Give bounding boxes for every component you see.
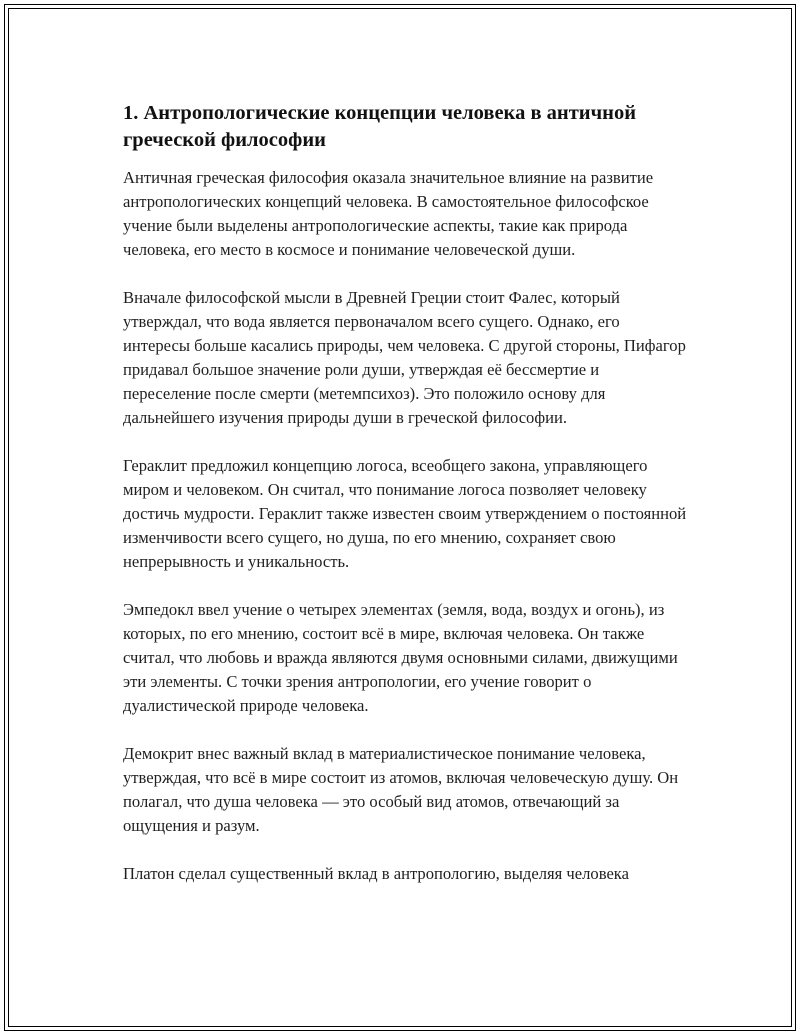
paragraph-empedocles: Эмпедокл ввел учение о четырех элементах (земля, вода, воздух и огонь), из которых, по его мнению, состоит всё в мире, включая человека. Он также считал, что любовь и вражда являются двумя основными силами, движущими эти элементы. С точки зрения антропологии, его учение говорит о дуалистической природе человека. [123,600,678,715]
paragraph-thales-pythagoras: Вначале философской мысли в Древней Греции стоит Фалес, который утверждал, что вода является первоначалом всего сущего. Однако, его интересы больше касались природы, чем человека. С другой стороны, Пифагор придавал большое значение роли души, утверждая её бессмертие и переселение после смерти (метемпсихоз). Это положило основу для дальнейшего изучения природы души в греческой философии. [123,288,686,427]
document-body [123,100,689,910]
section-heading: 1. Антропологические концепции человека в античной греческой философии [123,102,637,151]
paragraph-intro: Античная греческая философия оказала значительное влияние на развитие антропологических концепций человека. В самостоятельное философское учение были выделены антропологические аспекты, такие как природа человека, его место в космосе и понимание человеческой души. [123,168,654,259]
paragraph-democritus: Демокрит внес важный вклад в материалистическое понимание человека, утверждая, что всё в мире состоит из атомов, включая человеческую душу. Он полагал, что душа человека — это особый вид атомов, отвечающий за ощущения и разум. [123,744,679,835]
paragraph-plato: Платон сделал существенный вклад в антропологию, выделяя человека [123,864,629,883]
paragraph-heraclitus: Гераклит предложил концепцию логоса, всеобщего закона, управляющего миром и человеком. Он считал, что понимание логоса позволяет человеку достичь мудрости. Гераклит также известен своим утверждением о постоянной изменчивости всего сущего, но душа, по его мнению, сохраняет свою непрерывность и уникальность. [123,456,687,571]
page-border [4,4,796,1031]
